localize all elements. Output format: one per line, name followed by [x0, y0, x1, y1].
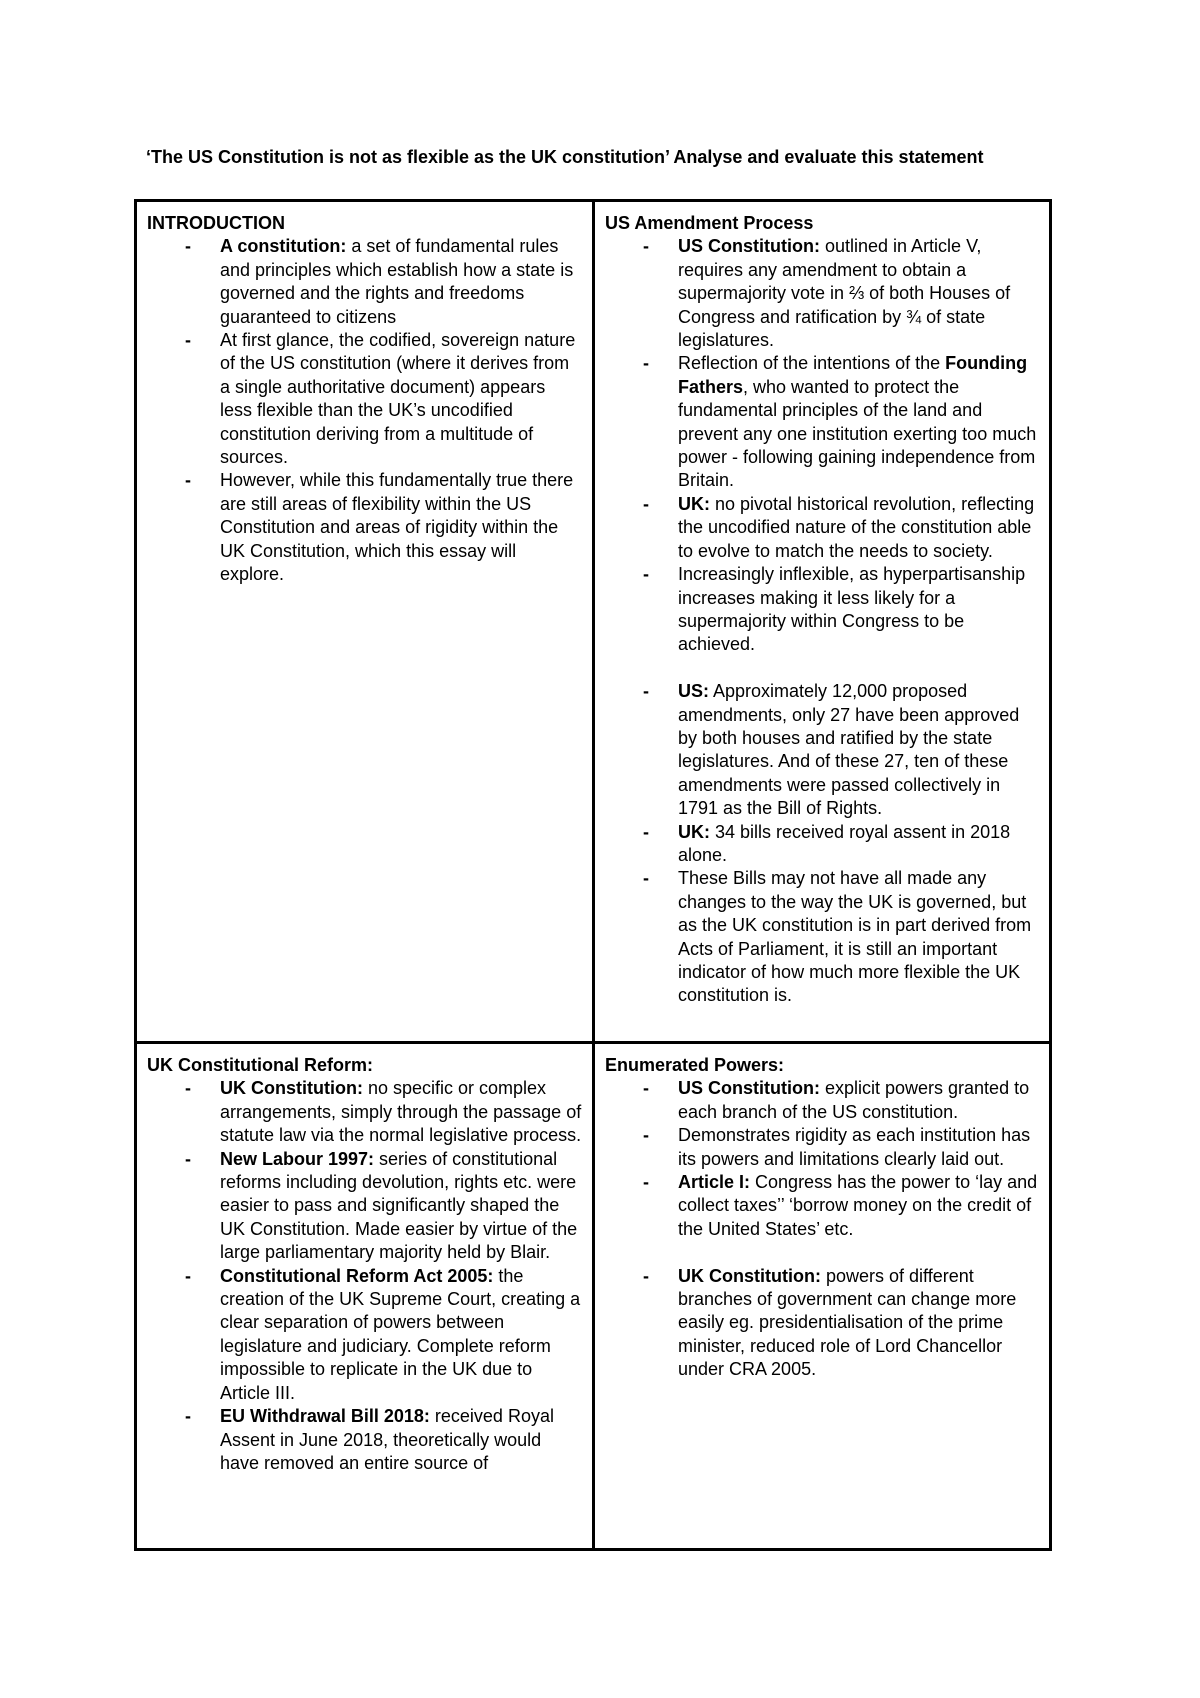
- list-item: [147, 469, 582, 586]
- item-text: a set of fundamental rules and principles which establish how a state is governed and the rights and freedoms guaranteed to citizens: [220, 236, 574, 327]
- item-text: However, while this fundamentally true there are still areas of flexibility within the US Constitution and areas of rigidity within the UK Constitution, which this essay will explore.: [220, 470, 574, 585]
- item-label: Founding Fathers: [678, 353, 1028, 397]
- cell-enumerated-powers: [595, 1044, 1049, 1548]
- list-item: [605, 235, 1039, 352]
- item-label: US Constitution:: [678, 236, 820, 257]
- list-item: [605, 1124, 1039, 1171]
- list-item: [147, 235, 582, 329]
- item-text: , who wanted to protect the fundamental principles of the land and prevent any one institution exerting too much power - following gaining independence from Britain.: [678, 376, 1037, 491]
- item-text: 34 bills received royal assent in 2018 alone.: [678, 821, 1011, 865]
- cell-heading: Enumerated Powers:: [605, 1055, 785, 1075]
- item-text: These Bills may not have all made any changes to the way the UK is governed, but as the UK constitution is in part derived from Acts of Parliament, it is still an important indicator of how much more flexible the UK constitution is.: [678, 868, 1032, 1006]
- item-label: UK Constitution:: [678, 1265, 821, 1286]
- list-item: [147, 1148, 582, 1265]
- item-label: EU Withdrawal Bill 2018:: [220, 1406, 430, 1427]
- item-label: Constitutional Reform Act 2005:: [220, 1265, 494, 1286]
- cell-uk-constitutional-reform: [137, 1044, 592, 1548]
- item-text: no pivotal historical revolution, reflecting the uncodified nature of the constitution able to evolve to match the needs to society.: [678, 493, 1035, 561]
- item-label: UK:: [678, 493, 710, 514]
- item-label: UK:: [678, 821, 710, 842]
- item-label: US Constitution:: [678, 1078, 820, 1099]
- item-label: A constitution:: [220, 236, 347, 257]
- item-text: outlined in Article V, requires any amendment to obtain a supermajority vote in ⅔ of both Houses of Congress and ratification by ¾ of state legislatures.: [678, 236, 1011, 351]
- item-text: Congress has the power to ‘lay and collect taxes’’ ‘borrow money on the credit of the United States’ etc.: [678, 1172, 1038, 1239]
- essay-title: ‘The US Constitution is not as flexible as the UK constitution’ Analyse and evaluate this statement: [146, 147, 984, 167]
- item-text: Approximately 12,000 proposed amendments, only 27 have been approved by both houses and ratified by the state legislatures. And of these 27, ten of these amendments were passed collectively in 1791 as the Bill of Rights.: [678, 681, 1020, 819]
- item-text: Demonstrates rigidity as each institution has its powers and limitations clearly laid out.: [678, 1125, 1031, 1169]
- item-text: no specific or complex arrangements, simply through the passage of statute law via the normal legislative process.: [220, 1078, 582, 1146]
- list-item: [605, 1077, 1039, 1124]
- list-item: [605, 680, 1039, 820]
- list-item: [605, 1171, 1039, 1241]
- list-item: [605, 493, 1039, 563]
- list-item: [605, 821, 1039, 868]
- cell-heading: INTRODUCTION: [147, 213, 285, 233]
- list-item: [605, 352, 1039, 492]
- list-item: [605, 867, 1039, 1007]
- list-item: [147, 1265, 582, 1405]
- list-item: [147, 1405, 582, 1475]
- cell-us-amendment-process: [595, 202, 1049, 1041]
- cell-heading: UK Constitutional Reform:: [147, 1055, 373, 1075]
- item-text-pre: Reflection of the intentions of the: [678, 353, 946, 374]
- item-text: the creation of the UK Supreme Court, creating a clear separation of powers between legislature and judiciary. Complete reform impossible to replicate in the UK due to Article III.: [220, 1265, 581, 1403]
- item-label: Article I:: [678, 1172, 751, 1193]
- item-label: New Labour 1997:: [220, 1148, 375, 1169]
- item-text: series of constitutional reforms including devolution, rights etc. were easier to pass and significantly shaped the UK Constitution. Made easier by virtue of the large parliamentary majority held by Blair.: [220, 1148, 578, 1263]
- item-text: At first glance, the codified, sovereign nature of the US constitution (where it derives from a single authoritative document) appears less flexible than the UK’s uncodified constitution deriving from a multitude of sources.: [220, 330, 576, 468]
- item-text: received Royal Assent in June 2018, theoretically would have removed an entire source of: [220, 1406, 554, 1473]
- item-label: UK Constitution:: [220, 1078, 363, 1099]
- item-text: Increasingly inflexible, as hyperpartisanship increases making it less likely for a supermajority within Congress to be achieved.: [678, 564, 1026, 655]
- list-item: [147, 1077, 582, 1147]
- cell-introduction: [137, 202, 592, 1041]
- item-text: powers of different branches of government can change more easily eg. presidentialisation of the prime minister, reduced role of Lord Chancellor under CRA 2005.: [678, 1265, 1017, 1380]
- notes-table: [134, 199, 1052, 1551]
- cell-heading: US Amendment Process: [605, 213, 814, 233]
- list-item: [605, 1265, 1039, 1382]
- list-item: [147, 329, 582, 469]
- item-label: US:: [678, 681, 709, 702]
- list-item: [605, 563, 1039, 657]
- item-text: explicit powers granted to each branch of the US constitution.: [678, 1078, 1030, 1122]
